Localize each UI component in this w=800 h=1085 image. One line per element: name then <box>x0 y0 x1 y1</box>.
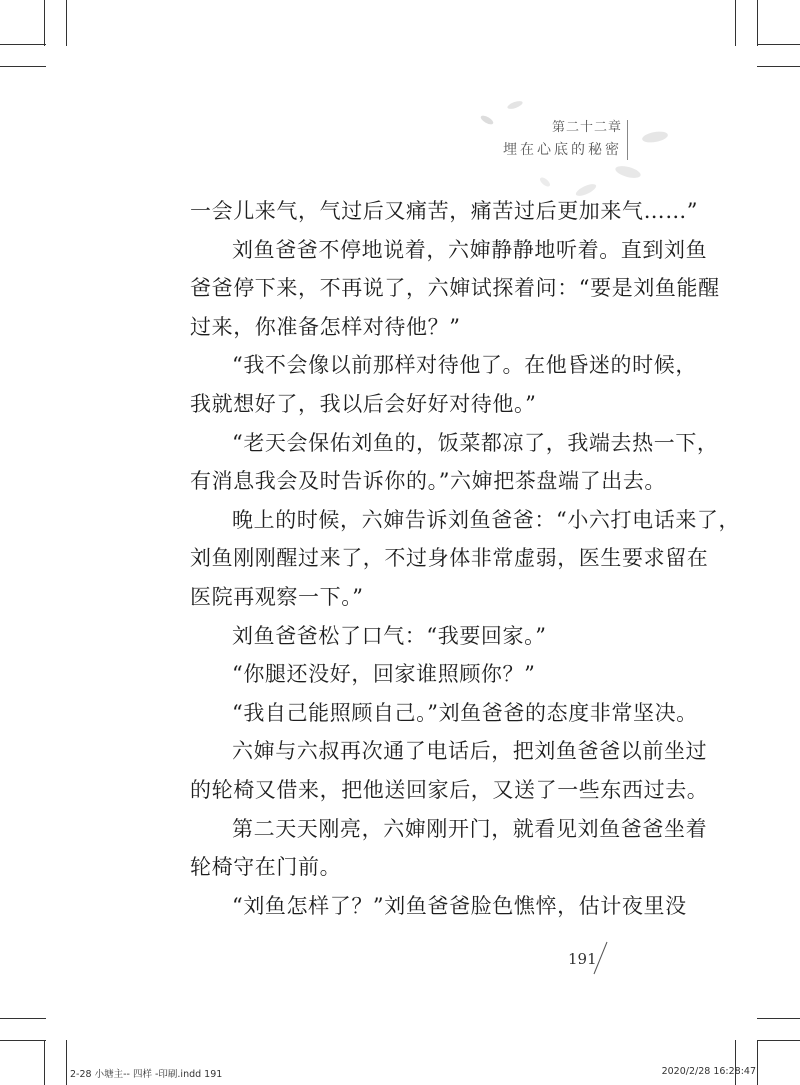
crop-mark <box>0 1040 46 1041</box>
text-line: “我自己能照顾自己。”刘鱼爸爸的态度非常坚决。 <box>232 700 698 725</box>
chapter-number: 第二十二章 <box>551 120 622 135</box>
page-number: 191 <box>568 950 597 968</box>
crop-mark <box>0 1018 46 1019</box>
text-line: 刘鱼刚刚醒过来了，不过身体非常虚弱，医生要求留在 <box>190 546 709 571</box>
chapter-divider <box>627 120 628 160</box>
crop-mark <box>0 66 46 67</box>
petal-decoration <box>500 95 530 115</box>
crop-mark <box>757 1040 800 1041</box>
crop-mark <box>757 1040 758 1085</box>
text-line: 一会儿来气，气过后又痛苦，痛苦过后更加来气……” <box>190 199 699 223</box>
text-line: “我不会像以前那样对待他了。在他昏迷的时候， <box>232 353 697 378</box>
crop-mark <box>757 1018 800 1019</box>
text-line: 的轮椅又借来，把他送回家后，又送了一些东西过去。 <box>190 777 709 802</box>
page-number-slash <box>590 940 610 976</box>
text-line: 过来，你准备怎样对待他？” <box>190 314 461 339</box>
text-line: 有消息我会及时告诉你的。”六婶把茶盘端了出去。 <box>190 469 667 494</box>
text-line: 晚上的时候，六婶告诉刘鱼爸爸：“小六打电话来了， <box>232 507 741 532</box>
crop-mark <box>735 0 736 46</box>
chapter-heading <box>503 118 622 162</box>
petal-decoration <box>635 125 675 149</box>
print-slug-left: 2-28 小塘主-- 四样 -印刷.indd 191 <box>70 1069 223 1080</box>
text-line: 刘鱼爸爸不停地说着，六婶静静地听着。直到刘鱼 <box>232 237 708 262</box>
crop-mark <box>44 0 45 46</box>
crop-mark <box>757 0 758 46</box>
print-slug-right: 2020/2/28 16:28:47 <box>661 1066 756 1077</box>
text-line: “刘鱼怎样了？”刘鱼爸爸脸色憔悴，估计夜里没 <box>232 893 687 918</box>
crop-mark <box>757 44 800 45</box>
petal-decoration <box>472 110 502 130</box>
text-line: 第二天天刚亮，六婶刚开门，就看见刘鱼爸爸坐着 <box>232 816 708 841</box>
text-line: 我就想好了，我以后会好好对待他。” <box>190 391 537 416</box>
crop-mark <box>735 1040 736 1085</box>
crop-mark <box>0 44 46 45</box>
chapter-title: 埋在心底的秘密 <box>503 142 622 158</box>
body-text <box>190 192 741 925</box>
crop-mark <box>66 1040 67 1085</box>
text-line: 六婶与六叔再次通了电话后，把刘鱼爸爸以前坐过 <box>232 739 708 764</box>
text-line: 刘鱼爸爸松了口气：“我要回家。” <box>232 623 547 648</box>
crop-mark <box>44 1040 45 1085</box>
text-line: “你腿还没好，回家谁照顾你？” <box>232 662 536 687</box>
text-line: “老天会保佑刘鱼的，饭菜都凉了，我端去热一下， <box>232 430 719 455</box>
petal-decoration <box>608 160 648 184</box>
crop-mark <box>757 66 800 67</box>
petal-decoration <box>530 172 560 192</box>
text-line: 医院再观察一下。” <box>190 584 364 609</box>
text-line: 轮椅守在门前。 <box>190 855 342 880</box>
crop-mark <box>66 0 67 46</box>
text-line: 爸爸停下来，不再说了，六婶试探着问：“要是刘鱼能醒 <box>190 276 720 301</box>
